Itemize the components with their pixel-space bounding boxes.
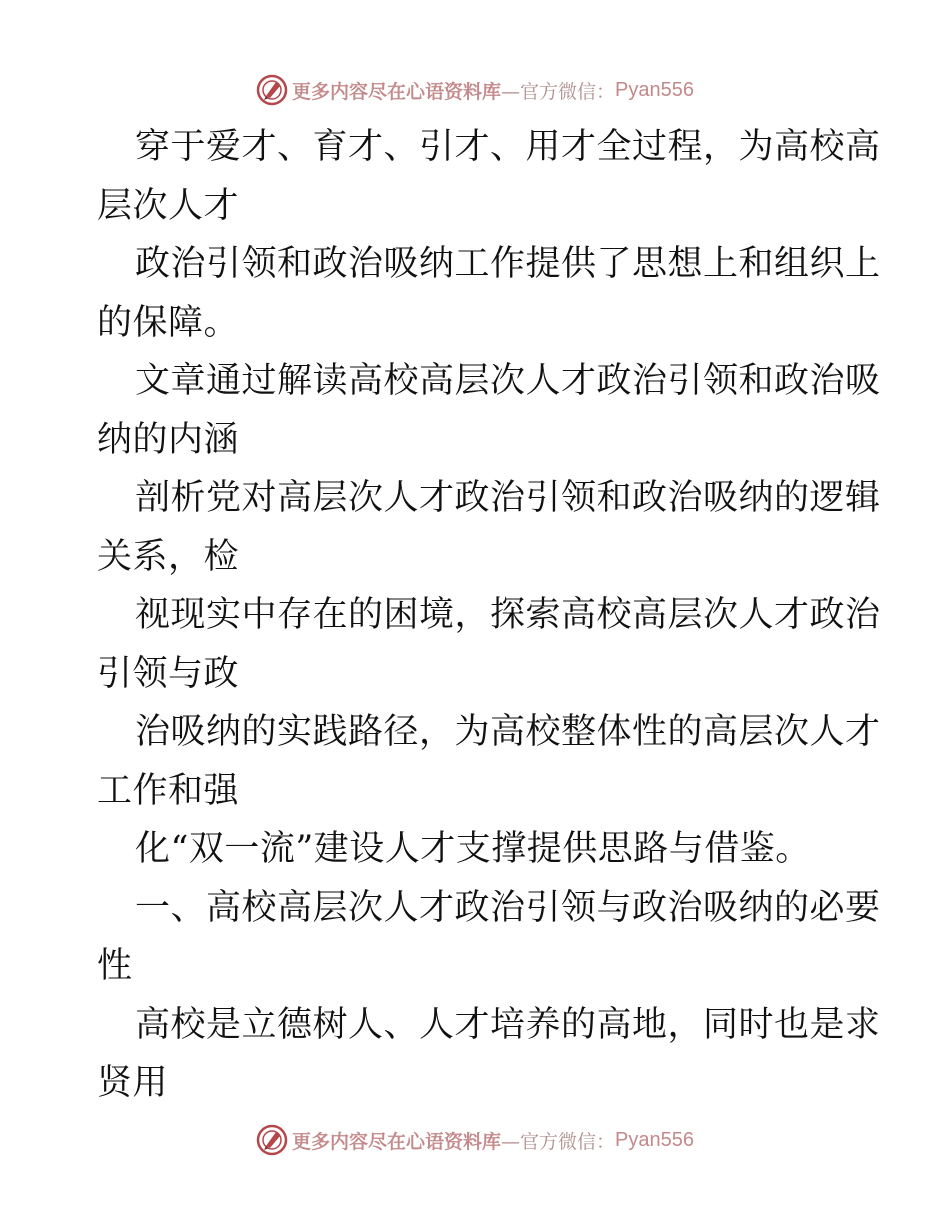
text-line: 引领与政 [97,653,240,694]
footer-banner [0,1120,950,1160]
text-line: 政治引领和政治吸纳工作提供了思想上和组织上 [135,244,881,284]
header-banner [0,70,950,110]
text-line: 高校是立德树人、人才培养的高地，同时也是求 [135,1004,881,1045]
text-line: 的保障。 [97,302,240,343]
text-line: 纳的内涵 [97,419,240,460]
text-line: 关系，检 [97,536,240,577]
text-line: 治吸纳的实践路径，为高校整体性的高层次人才 [135,712,881,752]
text-line: 层次人才 [97,185,240,226]
banner-wechat-id: Pyan556 [615,78,694,101]
section-heading-continued: 性 [97,946,133,986]
text-line: 化“双一流”建设人才支撑提供思路与借鉴。 [135,829,811,869]
banner-title: 更多内容尽在心语资料库 [292,80,502,103]
banner-wechat-label: —官方微信： [501,1130,616,1153]
text-line: 剖析党对高层次人才政治引领和政治吸纳的逻辑 [135,478,881,518]
pen-nib-logo-icon [256,74,288,106]
section-heading: 一、高校高层次人才政治引领与政治吸纳的必要 [135,887,881,928]
document-body [97,118,881,1113]
text-line: 视现实中存在的困境，探索高校高层次人才政治 [135,595,881,635]
banner-wechat-id: Pyan556 [615,1128,694,1151]
text-line: 工作和强 [97,770,240,811]
text-line: 贤用 [97,1063,169,1103]
banner-title: 更多内容尽在心语资料库 [292,1130,502,1153]
pen-nib-logo-icon [256,1124,288,1156]
text-line: 文章通过解读高校高层次人才政治引领和政治吸 [135,361,881,401]
text-line: 穿于爱才、育才、引才、用才全过程，为高校高 [135,127,881,167]
banner-wechat-label: —官方微信： [501,80,616,103]
